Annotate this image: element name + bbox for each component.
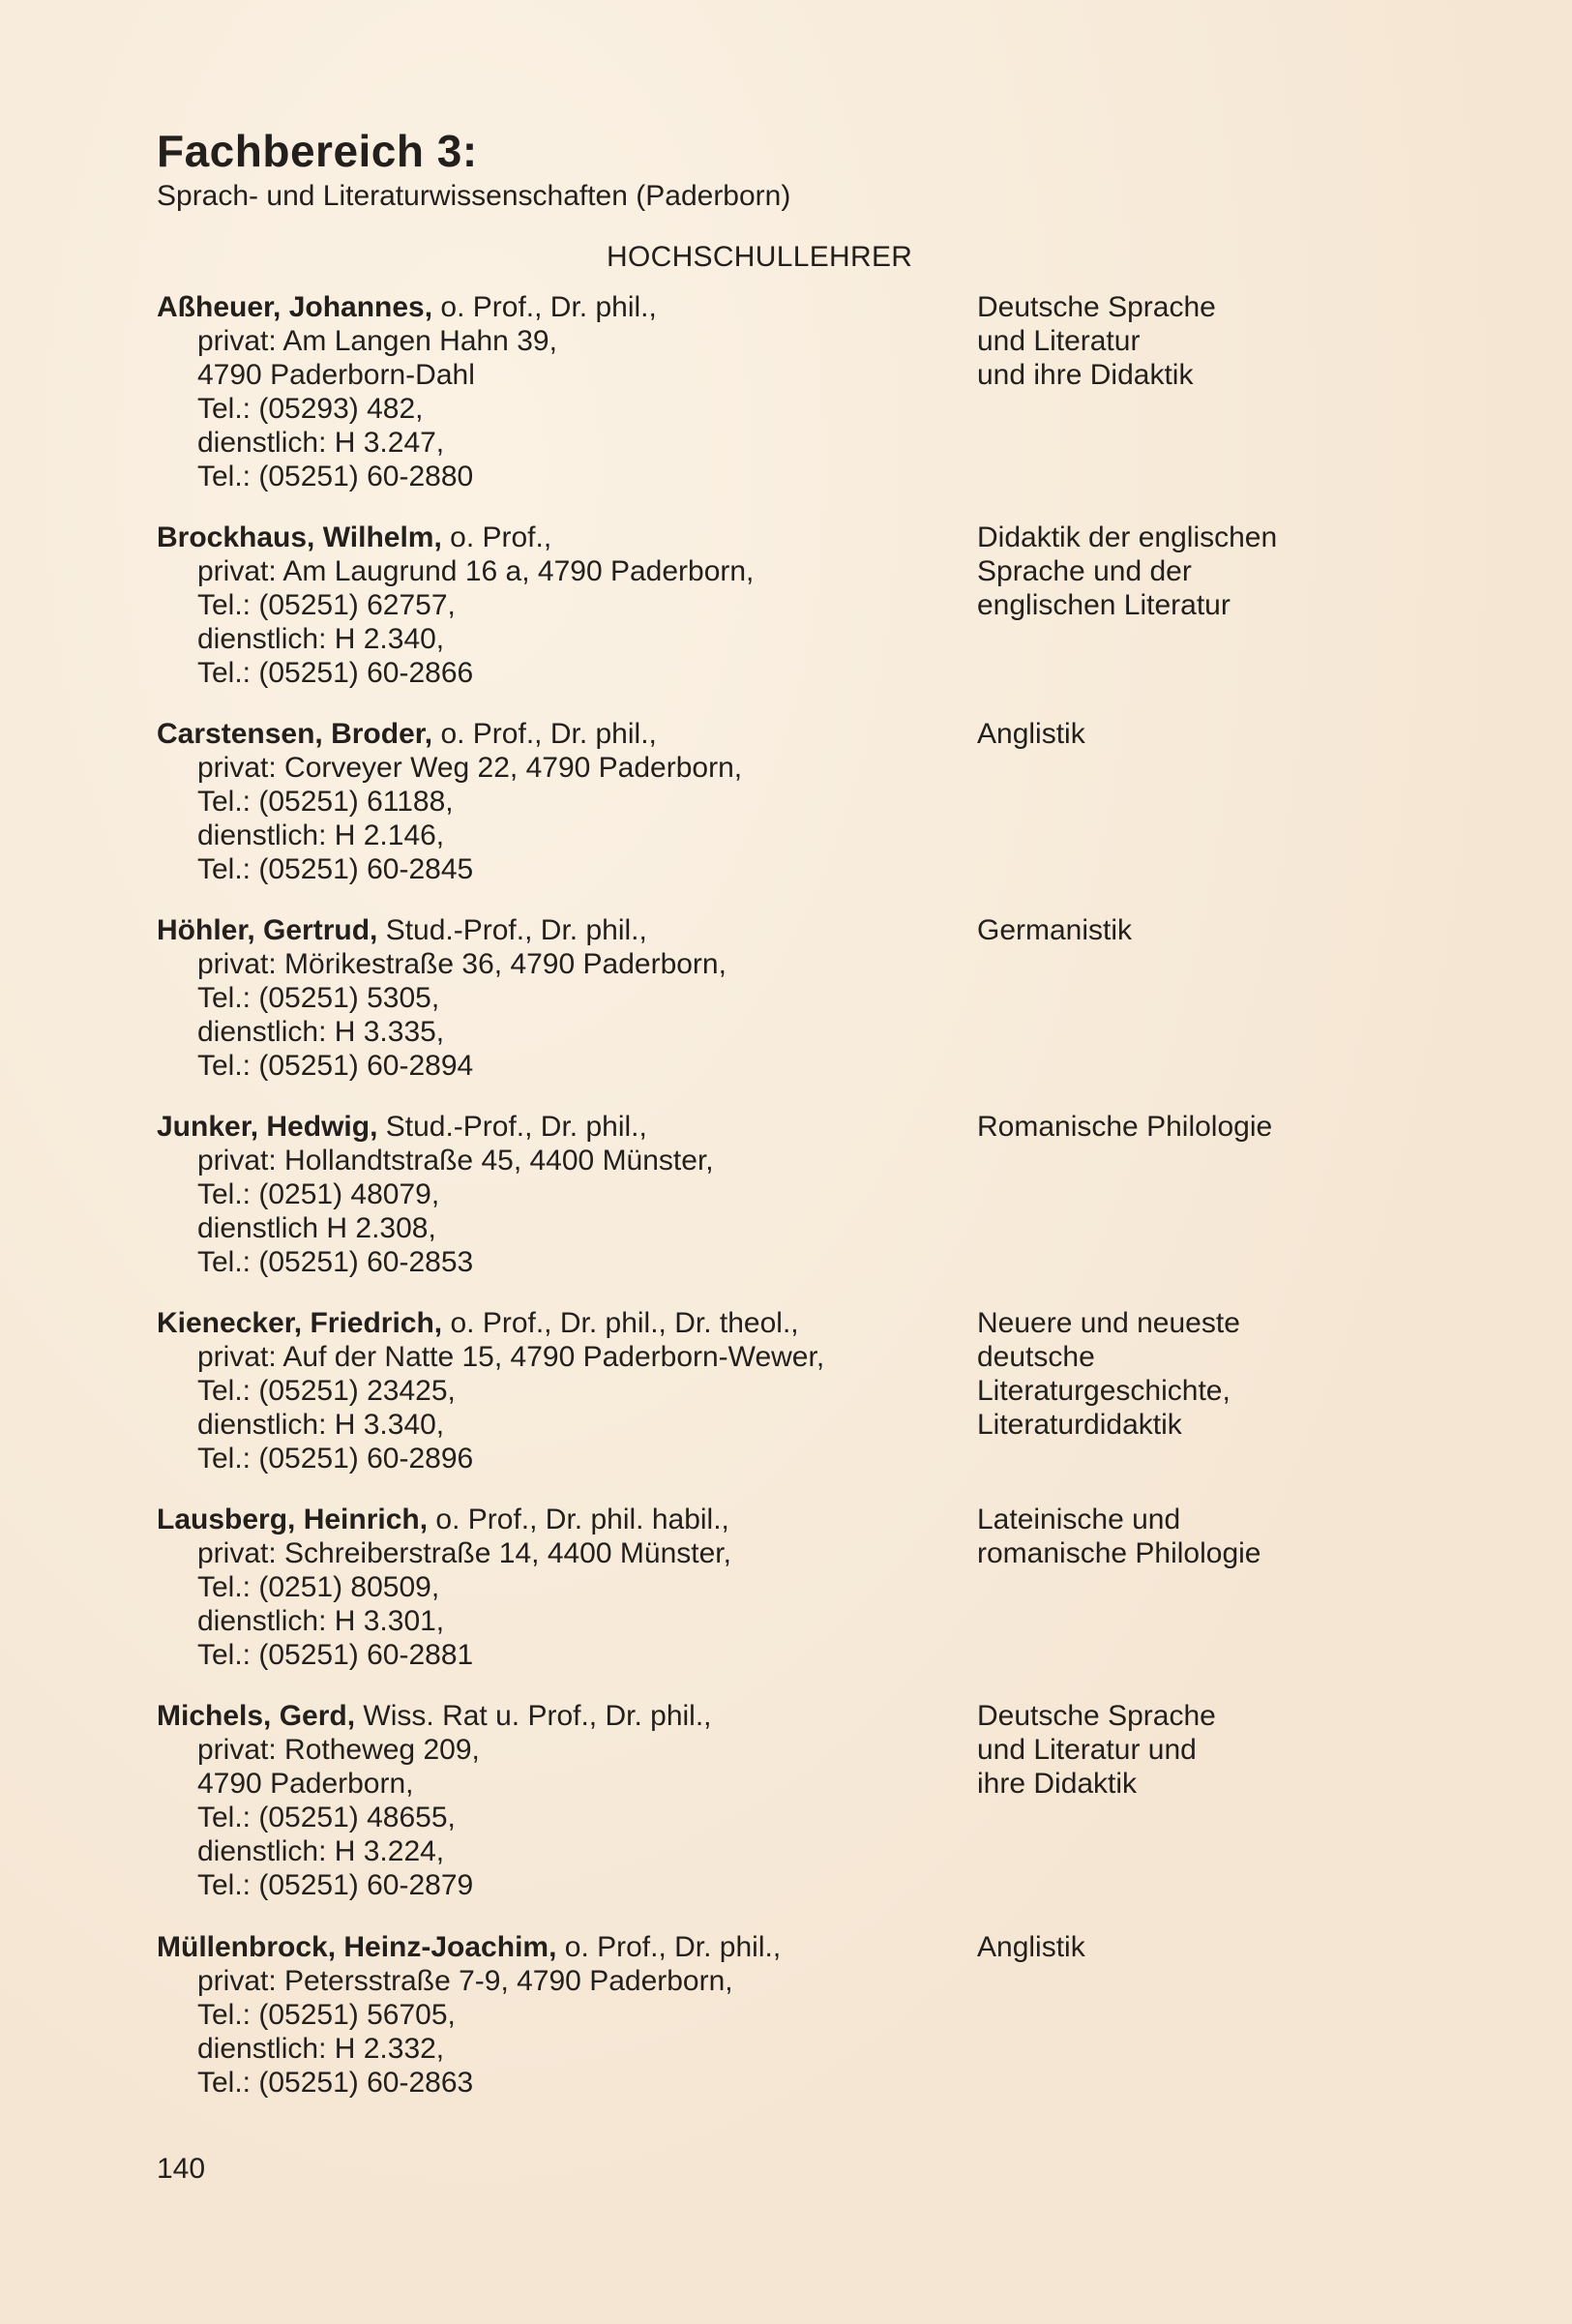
entry-details — [157, 521, 960, 690]
entry-line: privat: Mörikestraße 36, 4790 Paderborn, — [197, 948, 727, 980]
entry-title: o. Prof., Dr. phil., — [432, 291, 657, 323]
entry-heading-line — [157, 1699, 960, 1733]
entry-name: Junker, Hedwig, — [157, 1111, 378, 1143]
entry-title: Stud.-Prof., Dr. phil., — [377, 914, 647, 946]
subject-line: Deutsche Sprache — [977, 1700, 1216, 1732]
entry-subject — [977, 290, 1393, 392]
subject-line: und Literatur — [977, 325, 1141, 357]
subject-line: Anglistik — [977, 1931, 1085, 1963]
entry-subject — [977, 521, 1393, 622]
entry-junker — [157, 1110, 1414, 1306]
entry-line: Tel.: (05251) 60-2879 — [197, 1869, 474, 1901]
entry-line: Tel.: (05251) 5305, — [197, 982, 440, 1014]
entry-title: o. Prof., Dr. phil., — [556, 1931, 782, 1963]
entry-line: dienstlich: H 2.340, — [197, 623, 445, 655]
entry-details — [157, 1699, 960, 1902]
entry-line: Tel.: (05251) 60-2863 — [197, 2067, 474, 2099]
entry-name: Höhler, Gertrud, — [157, 914, 378, 946]
entry-subject — [977, 1699, 1393, 1801]
entry-line: dienstlich: H 3.335, — [197, 1016, 445, 1048]
entry-title: o. Prof., Dr. phil. habil., — [428, 1504, 729, 1535]
subject-line: und Literatur und — [977, 1734, 1197, 1766]
section-title: HOCHSCHULLEHRER — [607, 241, 913, 273]
entry-title: Wiss. Rat u. Prof., Dr. phil., — [355, 1700, 712, 1732]
entry-name: Aßheuer, Johannes, — [157, 291, 433, 323]
entry-line: dienstlich: H 3.224, — [197, 1835, 445, 1867]
entry-title: o. Prof., Dr. phil., — [432, 718, 657, 750]
entry-name: Michels, Gerd, — [157, 1700, 356, 1732]
entry-details — [157, 913, 960, 1083]
entry-details — [157, 290, 960, 493]
entry-line: Tel.: (05251) 60-2845 — [197, 853, 474, 885]
subject-line: englischen Literatur — [977, 589, 1231, 621]
entry-line: Tel.: (05251) 60-2880 — [197, 461, 474, 492]
entry-line: privat: Corveyer Weg 22, 4790 Paderborn, — [197, 752, 743, 784]
entry-subject — [977, 1503, 1393, 1570]
entry-details — [157, 1306, 960, 1475]
entry-name: Brockhaus, Wilhelm, — [157, 521, 442, 553]
subject-line: deutsche — [977, 1341, 1095, 1373]
entry-subject — [977, 1110, 1393, 1144]
entry-heading-line — [157, 521, 960, 554]
subject-line: Germanistik — [977, 914, 1133, 946]
subject-line: Didaktik der englischen — [977, 521, 1278, 553]
entry-line: Tel.: (05251) 60-2866 — [197, 657, 474, 689]
entry-line: privat: Schreiberstraße 14, 4400 Münster, — [197, 1537, 731, 1569]
entry-details — [157, 1930, 960, 2100]
entry-subject — [977, 1306, 1393, 1442]
subject-line: Literaturgeschichte, — [977, 1375, 1231, 1407]
page-number: 140 — [157, 2153, 206, 2185]
entry-line: privat: Auf der Natte 15, 4790 Paderborn-Wewer, — [197, 1341, 825, 1373]
page-heading: Fachbereich 3: — [157, 126, 478, 176]
entry-line: dienstlich: H 3.340, — [197, 1409, 445, 1441]
entry-subject — [977, 913, 1393, 947]
entry-line: privat: Am Laugrund 16 a, 4790 Paderborn, — [197, 555, 755, 587]
subject-line: Anglistik — [977, 718, 1085, 750]
entry-brockhaus — [157, 521, 1414, 717]
entry-line: Tel.: (05251) 62757, — [197, 589, 456, 621]
entry-line: privat: Petersstraße 7-9, 4790 Paderborn, — [197, 1965, 733, 1997]
entry-line: dienstlich: H 2.332, — [197, 2033, 445, 2065]
entry-line: Tel.: (05293) 482, — [197, 393, 424, 425]
entry-muellenbrock — [157, 1930, 1414, 2104]
entry-heading-line — [157, 1930, 960, 1964]
entry-line: dienstlich: H 3.247, — [197, 427, 445, 459]
entry-name: Kienecker, Friedrich, — [157, 1307, 443, 1339]
page-subheading: Sprach- und Literaturwissenschaften (Paderborn) — [157, 180, 791, 212]
subject-line: Deutsche Sprache — [977, 291, 1216, 323]
entry-michels — [157, 1699, 1414, 1930]
entry-line: dienstlich: H 3.301, — [197, 1605, 445, 1637]
page — [157, 124, 1414, 2099]
entry-line: Tel.: (05251) 61188, — [197, 786, 454, 818]
entry-details — [157, 1503, 960, 1672]
entry-title: o. Prof., Dr. phil., Dr. theol., — [442, 1307, 799, 1339]
entry-line: privat: Hollandtstraße 45, 4400 Münster, — [197, 1145, 714, 1177]
entry-list — [157, 290, 1414, 2104]
entry-line: Tel.: (0251) 48079, — [197, 1178, 440, 1210]
entry-line: 4790 Paderborn, — [197, 1768, 414, 1800]
entry-line: 4790 Paderborn-Dahl — [197, 359, 475, 391]
entry-line: Tel.: (05251) 60-2853 — [197, 1246, 474, 1278]
entry-name: Lausberg, Heinrich, — [157, 1504, 429, 1535]
entry-line: privat: Rotheweg 209, — [197, 1734, 480, 1766]
entry-details — [157, 717, 960, 886]
entry-line: dienstlich: H 2.146, — [197, 819, 445, 851]
entry-line: Tel.: (05251) 56705, — [197, 1999, 456, 2031]
entry-subject — [977, 717, 1393, 751]
entry-line: privat: Am Langen Hahn 39, — [197, 325, 557, 357]
entry-name: Müllenbrock, Heinz-Joachim, — [157, 1931, 557, 1963]
subject-line: Sprache und der — [977, 555, 1192, 587]
entry-line: Tel.: (05251) 23425, — [197, 1375, 456, 1407]
subject-line: Neuere und neueste — [977, 1307, 1240, 1339]
entry-heading-line — [157, 1110, 960, 1144]
subject-line: ihre Didaktik — [977, 1768, 1138, 1800]
subject-line: und ihre Didaktik — [977, 359, 1194, 391]
subject-line: Literaturdidaktik — [977, 1409, 1182, 1441]
entry-assheuer — [157, 290, 1414, 521]
entry-line: Tel.: (0251) 80509, — [197, 1571, 440, 1603]
entry-title: Stud.-Prof., Dr. phil., — [377, 1111, 647, 1143]
subject-line: Lateinische und — [977, 1504, 1181, 1535]
entry-heading-line — [157, 290, 960, 324]
entry-line: Tel.: (05251) 48655, — [197, 1802, 456, 1833]
entry-title: o. Prof., — [441, 521, 552, 553]
entry-heading-line — [157, 1306, 960, 1340]
subject-line: romanische Philologie — [977, 1537, 1261, 1569]
entry-carstensen — [157, 717, 1414, 913]
subject-line: Romanische Philologie — [977, 1111, 1273, 1143]
entry-details — [157, 1110, 960, 1279]
entry-kienecker — [157, 1306, 1414, 1503]
entry-lausberg — [157, 1503, 1414, 1699]
entry-heading-line — [157, 1503, 960, 1536]
entry-hoehler — [157, 913, 1414, 1110]
entry-line: Tel.: (05251) 60-2896 — [197, 1443, 474, 1475]
entry-heading-line — [157, 913, 960, 947]
entry-line: Tel.: (05251) 60-2894 — [197, 1050, 474, 1082]
entry-line: Tel.: (05251) 60-2881 — [197, 1639, 474, 1671]
entry-heading-line — [157, 717, 960, 751]
entry-line: dienstlich H 2.308, — [197, 1212, 436, 1244]
entry-subject — [977, 1930, 1393, 1964]
entry-name: Carstensen, Broder, — [157, 718, 433, 750]
